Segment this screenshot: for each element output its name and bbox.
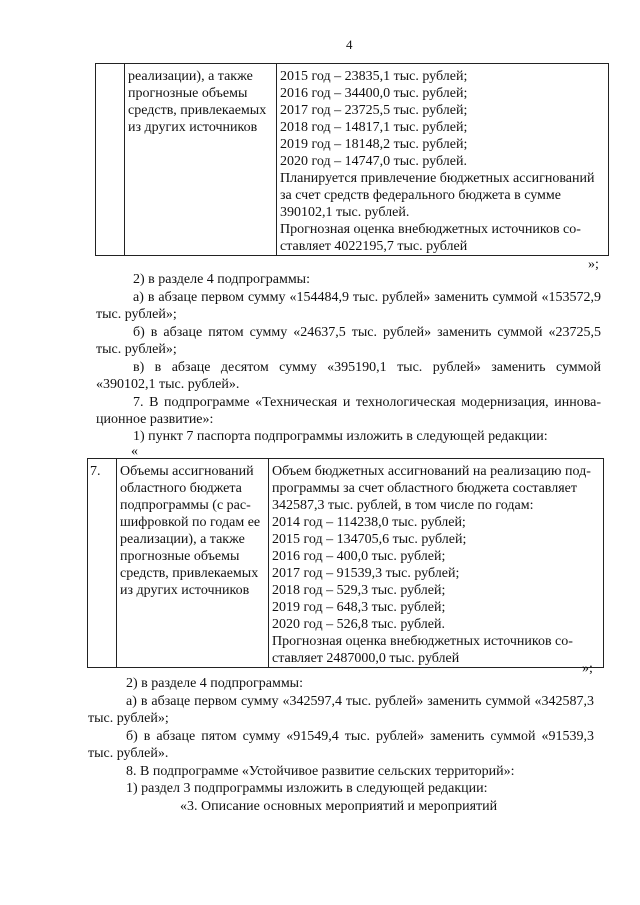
paragraph-section4-b: 2) в разделе 4 подпрограммы: bbox=[126, 676, 303, 691]
table1-left-line: из других источников bbox=[128, 120, 258, 135]
opening-quote-2: « bbox=[131, 444, 138, 459]
paragraph-amount-d-line1: а) в абзаце первом сумму «342597,4 тыс. рублей» заменить суммой «342587,3 bbox=[126, 694, 594, 709]
table1-right-line: 390102,1 тыс. рублей. bbox=[280, 205, 410, 220]
table1-left-line: прогнозные объемы bbox=[128, 86, 248, 101]
table1-right-cell bbox=[277, 64, 609, 256]
paragraph-section4-a: 2) в разделе 4 подпрограммы: bbox=[133, 272, 310, 287]
paragraph-section3: 1) раздел 3 подпрограммы изложить в следующей редакции: bbox=[126, 781, 488, 796]
table1-number-cell bbox=[96, 64, 125, 256]
table2-left-cell bbox=[117, 459, 269, 668]
paragraph-amount-b-line1: б) в абзаце пятом сумму «24637,5 тыс. рублей» заменить суммой «23725,5 bbox=[133, 325, 601, 340]
table1-left-line: реализации), а также bbox=[128, 69, 253, 84]
table1-right-line: Планируется привлечение бюджетных ассигнований bbox=[280, 171, 595, 186]
table2-number: 7. bbox=[90, 464, 101, 479]
table2-number-cell bbox=[88, 459, 117, 668]
table1-right-line: ставляет 4022195,7 тыс. рублей bbox=[280, 239, 468, 254]
table2-right-line: 342587,3 тыс. рублей, в том числе по годам: bbox=[272, 498, 534, 513]
paragraph-amount-e-line1: б) в абзаце пятом сумму «91549,4 тыс. рублей» заменить суммой «91539,3 bbox=[126, 729, 594, 744]
table2-right-line: 2014 год – 114238,0 тыс. рублей; bbox=[272, 515, 466, 530]
table2-right-line: Объем бюджетных ассигнований на реализацию под- bbox=[272, 464, 591, 479]
passport-table-point7 bbox=[87, 458, 604, 668]
passport-table-continued bbox=[95, 63, 609, 256]
table2-right-line: Прогнозная оценка внебюджетных источников со- bbox=[272, 634, 573, 649]
paragraph-amount-c-line2: «390102,1 тыс. рублей». bbox=[96, 377, 240, 392]
table2-right-line: 2015 год – 134705,6 тыс. рублей; bbox=[272, 532, 467, 547]
paragraph-passport-point7: 1) пункт 7 паспорта подпрограммы изложить в следующей редакции: bbox=[133, 429, 548, 444]
paragraph-amount-a-line1: а) в абзаце первом сумму «154484,9 тыс. рублей» заменить суммой «153572,9 bbox=[133, 290, 601, 305]
paragraph-amount-e-line2: тыс. рублей». bbox=[88, 746, 169, 761]
table1-right-line: 2015 год – 23835,1 тыс. рублей; bbox=[280, 69, 468, 84]
table1-left-line: средств, привлекаемых bbox=[128, 103, 267, 118]
closing-quote-2: »; bbox=[582, 661, 593, 676]
table1-right-line: 2018 год – 14817,1 тыс. рублей; bbox=[280, 120, 468, 135]
table2-right-line: программы за счет областного бюджета составляет bbox=[272, 481, 577, 496]
table2-right-cell bbox=[269, 459, 604, 668]
table2-right-line: 2020 год – 526,8 тыс. рублей. bbox=[272, 617, 445, 632]
table2-right-line: 2018 год – 529,3 тыс. рублей; bbox=[272, 583, 446, 598]
page-number: 4 bbox=[346, 37, 353, 52]
closing-quote-1: »; bbox=[588, 257, 599, 272]
table1-right-line: Прогнозная оценка внебюджетных источников со- bbox=[280, 222, 581, 237]
table1-right-line: 2020 год – 14747,0 тыс. рублей. bbox=[280, 154, 467, 169]
table2-left-line: из других источников bbox=[120, 583, 250, 598]
paragraph-item7-line1: 7. В подпрограмме «Техническая и технологическая модернизация, иннова- bbox=[133, 395, 601, 410]
table2-right-line: ставляет 2487000,0 тыс. рублей bbox=[272, 651, 460, 666]
table1-right-line: 2019 год – 18148,2 тыс. рублей; bbox=[280, 137, 468, 152]
table2-left-line: областного бюджета bbox=[120, 481, 242, 496]
table2-right-line: 2019 год – 648,3 тыс. рублей; bbox=[272, 600, 446, 615]
paragraph-amount-c-line1: в) в абзаце десятом сумму «395190,1 тыс. рублей» заменить суммой bbox=[133, 360, 601, 375]
table1-right-line: 2016 год – 34400,0 тыс. рублей; bbox=[280, 86, 468, 101]
paragraph-item7-line2: ционное развитие»: bbox=[96, 412, 214, 427]
paragraph-amount-b-line2: тыс. рублей»; bbox=[96, 342, 177, 357]
paragraph-amount-d-line2: тыс. рублей»; bbox=[88, 711, 169, 726]
section3-heading: «3. Описание основных мероприятий и мероприятий bbox=[180, 799, 498, 814]
table2-left-line: реализации), а также bbox=[120, 532, 245, 547]
table2-left-line: шифровкой по годам ее bbox=[120, 515, 261, 530]
table1-left-cell bbox=[125, 64, 277, 256]
table2-left-line: подпрограммы (с рас- bbox=[120, 498, 251, 513]
table2-left-line: Объемы ассигнований bbox=[120, 464, 254, 479]
table2-left-line: прогнозные объемы bbox=[120, 549, 240, 564]
paragraph-item8: 8. В подпрограмме «Устойчивое развитие сельских территорий»: bbox=[126, 764, 515, 779]
table2-right-line: 2017 год – 91539,3 тыс. рублей; bbox=[272, 566, 460, 581]
table2-left-line: средств, привлекаемых bbox=[120, 566, 259, 581]
table2-right-line: 2016 год – 400,0 тыс. рублей; bbox=[272, 549, 446, 564]
table1-right-line: 2017 год – 23725,5 тыс. рублей; bbox=[280, 103, 468, 118]
table1-right-line: за счет средств федерального бюджета в сумме bbox=[280, 188, 561, 203]
paragraph-amount-a-line2: тыс. рублей»; bbox=[96, 307, 177, 322]
